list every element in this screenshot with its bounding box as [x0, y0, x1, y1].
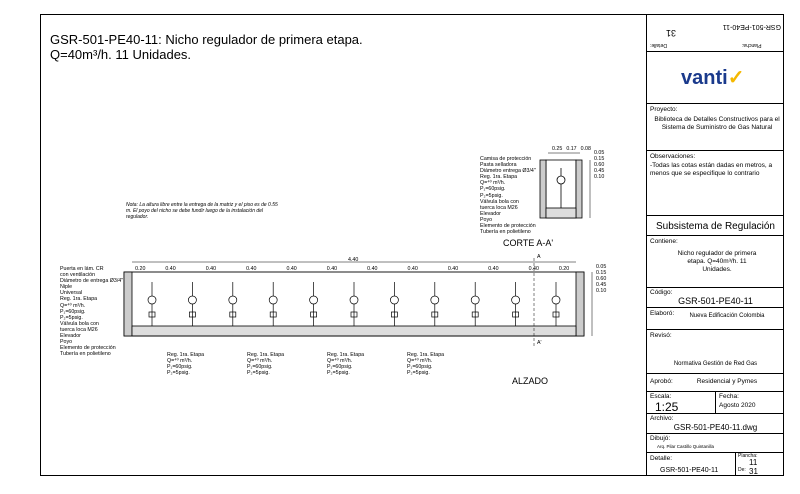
aprobo-label: Aprobó:	[650, 378, 673, 385]
tb-proyecto	[647, 104, 784, 151]
section-label-9: Elevador	[480, 210, 501, 217]
section-label-12: Tubería en polietileno	[480, 229, 531, 236]
elevation-spacing-2: 0.40	[205, 266, 217, 272]
section-caption: CORTE A-A'	[503, 238, 554, 248]
section-dim-right-3: 0.45	[594, 168, 605, 175]
regulator-2	[229, 282, 237, 326]
section-label-6: P₂=5psig.	[480, 192, 503, 199]
elevation-spacing-0: 0.20	[135, 266, 146, 272]
archivo-label: Archivo:	[650, 415, 674, 422]
elevation-total-width: 4.40	[348, 257, 359, 263]
elevation-label-12: Poyo	[60, 339, 73, 346]
elevation-dim-right-labels	[596, 264, 606, 294]
section-regulator	[557, 176, 565, 184]
reg-callout-1: Reg. 1ra. Etapa Q=⁴⁰ m³/h. P₁=60psig. P₂=5psig.	[247, 352, 285, 377]
section-dim-right-labels	[594, 150, 604, 180]
section-dim-top-1: 0.17	[566, 146, 577, 152]
section-label-1: Pasta selladora	[480, 162, 517, 169]
regulator-9	[512, 282, 520, 326]
section-wall-right	[576, 160, 582, 218]
obs-label: Observaciones:	[650, 153, 696, 160]
elevation-label-1: con ventilación	[60, 272, 96, 279]
tb-dibujo	[647, 434, 784, 453]
escala-divider	[715, 392, 716, 414]
tb-contiene	[647, 236, 784, 288]
section-label-0: Camisa de protección	[480, 156, 532, 162]
detalle-divider	[735, 453, 736, 476]
elevation-spacing-6: 0.40	[367, 266, 378, 272]
elevation-spacing-8: 0.40	[447, 266, 459, 272]
elaboro-label: Elaboró:	[650, 310, 675, 317]
elevation-spacing-3: 0.40	[246, 266, 257, 272]
archivo-value: GSR-501-PE40-11.dwg	[673, 423, 758, 432]
codigo-value: GSR-501-PE40-11	[678, 296, 753, 306]
section-dim-top-labels	[552, 146, 595, 152]
section-label-4: Q=⁴⁰ m³/h.	[480, 180, 506, 187]
section-label-3: Reg. 1ra. Etapa	[480, 174, 518, 181]
regulator-8	[471, 282, 479, 326]
aprobo-value: Residencial y Pymes	[696, 378, 758, 385]
de-label: De:	[738, 467, 746, 473]
tb-aprobo	[647, 374, 784, 392]
escala-value: 1:25	[655, 400, 679, 414]
tb-codigo	[647, 288, 784, 308]
logo-text: vanti	[681, 67, 728, 89]
elevation-wall-right	[576, 272, 584, 336]
section-label-5: P₁=60psig.	[480, 186, 506, 193]
elevation-spacing-1: 0.40	[165, 266, 176, 272]
contiene-value: Nicho regulador de primera etapa. Q=40m³/h. 11 Unidades.	[677, 250, 757, 273]
elevation-spacing-7: 0.40	[407, 266, 418, 272]
section-dim-top-2: 0.08	[580, 146, 591, 152]
elevation-label-13: Elemento de protección	[60, 345, 116, 352]
section-label-10: Poyo	[480, 216, 493, 223]
regulator-10	[552, 282, 560, 326]
elevation-spacing-11: 0.20	[558, 266, 570, 272]
elevation-spacing-10: 0.40	[528, 266, 539, 272]
elevation-spacing-9: 0.40	[488, 266, 499, 272]
section-mark-bottom: A'	[537, 340, 542, 346]
regulator-7	[431, 282, 439, 326]
tb-archivo	[647, 414, 784, 434]
elevation-dim-right-1: 0.15	[596, 270, 607, 277]
detalle-label: Detalle:	[650, 455, 673, 462]
plancha-value: 11	[749, 458, 758, 467]
elevation-label-11: Elevador	[60, 333, 81, 340]
section-label-8: tuerca loca M26	[480, 204, 518, 211]
section-view	[540, 153, 590, 218]
detalle-value: GSR-501-PE40-11	[660, 467, 719, 474]
regulator-1	[188, 282, 196, 326]
rot-detalle-value: GSR-501-PE40-11	[722, 23, 781, 30]
section-wall-left	[540, 160, 546, 218]
tb-subsistema	[647, 216, 784, 236]
section-dim-right-1: 0.15	[594, 156, 605, 163]
section-dim-top-0: 0.25	[552, 146, 563, 152]
rot-plancha-value: 31	[665, 28, 676, 38]
regulator-4	[310, 282, 318, 326]
rot-detalle-label: Detalle:	[650, 42, 667, 48]
title-line1: GSR-501-PE40-11: Nicho regulador de primera etapa.	[50, 32, 363, 47]
tb-escala-fecha	[647, 392, 784, 414]
tb-logo-cell	[647, 52, 784, 104]
subsistema-value: Subsistema de Regulación	[656, 221, 775, 232]
elevation-label-6: Q=⁴⁰ m³/h.	[60, 302, 86, 309]
title-block	[646, 15, 784, 476]
section-labels	[480, 156, 536, 235]
tb-reviso	[647, 330, 784, 374]
elaboro-value: Nueva Edificación Colombia	[689, 313, 765, 319]
reg-callout-3: Reg. 1ra. Etapa Q=⁴⁰ m³/h. P₁=60psig. P₂=5psig.	[407, 352, 445, 377]
regulator-6	[390, 282, 398, 326]
elevation-caption: ALZADO	[512, 376, 549, 386]
fecha-label: Fecha:	[719, 393, 739, 400]
escala-label: Escala:	[650, 393, 672, 400]
section-mark-top: A	[537, 254, 541, 260]
obs-value: -Todas las cotas están dadas en metros, a menos que se especifique lo contrario	[650, 162, 773, 177]
logo-check-icon: ✓	[727, 67, 745, 89]
elevation-dim-right-4: 0.10	[596, 288, 607, 295]
elevation-dim-right-2: 0.60	[596, 276, 607, 283]
elevation-spacing-4: 0.40	[286, 266, 297, 272]
tb-elaboro	[647, 308, 784, 330]
section-poyo	[546, 208, 576, 218]
section-label-7: Válvula bola con	[480, 198, 519, 205]
section-dim-right-4: 0.10	[594, 174, 605, 181]
reg-callout-0: Reg. 1ra. Etapa Q=⁴⁰ m³/h. P₁=60psig. P₂=5psig.	[167, 352, 205, 377]
rot-plancha-label: Plancha:	[742, 42, 762, 48]
proyecto-label: Proyecto:	[650, 106, 678, 113]
tb-top-rotated	[647, 15, 784, 52]
elevation-label-14: Tubería en polietileno	[60, 351, 111, 358]
elevation-label-3: Niple	[60, 284, 73, 291]
contiene-label: Contiene:	[650, 238, 678, 245]
elevation-label-4: Universal	[60, 290, 83, 297]
title-line2: Q=40m³/h. 11 Unidades.	[50, 47, 192, 62]
dibujo-value: Arq. Pilar Castillo Quintanilla	[657, 444, 715, 449]
tb-detalle	[647, 453, 784, 476]
section-dim-right-2: 0.60	[594, 162, 605, 169]
elevation-label-8: P₂=5psig.	[60, 314, 83, 321]
fecha-value: Agosto 2020	[719, 402, 756, 409]
regulator-3	[269, 282, 277, 326]
elevation-wall-left	[124, 272, 132, 336]
vanti-logo	[681, 65, 744, 90]
section-dim-right-0: 0.05	[594, 150, 605, 156]
proyecto-value: Biblioteca de Detalles Constructivos para el Sistema de Suministro de Gas Natural	[654, 116, 780, 131]
tb-observaciones	[647, 151, 784, 216]
note-text: Nota: La altura libre entre la entrega de la matriz y el piso es de 0.55 m. El poyo del nicho se debe fundir luego de la instalación del regulador.	[126, 202, 278, 220]
codigo-label: Código:	[650, 289, 673, 296]
elevation-dim-right-0: 0.05	[596, 264, 607, 270]
section-label-11: Elemento de protección	[480, 223, 536, 230]
elevation-label-7: P₁=60psig.	[60, 308, 86, 315]
tb-rotated-content	[647, 15, 784, 52]
elevation-label-9: Válvula bola con	[60, 320, 99, 327]
elevation-label-0: Puerta en lám. CR	[60, 266, 104, 272]
elevation-dim-right-3: 0.45	[596, 282, 607, 289]
elevation-labels	[60, 266, 123, 357]
elevation-poyo	[132, 326, 576, 336]
elevation-label-10: tuerca loca M26	[60, 326, 98, 333]
dibujo-label: Dibujó:	[650, 435, 671, 442]
elevation-spacing-5: 0.40	[326, 266, 338, 272]
regulator-5	[350, 282, 358, 326]
elevation-label-5: Reg. 1ra. Etapa	[60, 296, 98, 303]
plancha-label: Plancha:	[738, 453, 758, 459]
section-label-2: Diámetro entrega Ø3/4"	[480, 168, 536, 175]
reviso-value: Normativa Gestión de Red Gas	[673, 361, 758, 367]
regulators-group	[148, 282, 560, 326]
reg-callout-2: Reg. 1ra. Etapa Q=⁴⁰ m³/h. P₁=60psig. P₂=5psig.	[327, 352, 365, 377]
elevation-label-2: Diámetro de entrega Ø3/4"	[60, 278, 124, 285]
de-value: 31	[749, 467, 758, 476]
regulator-0	[148, 282, 156, 326]
reviso-label: Revisó:	[650, 332, 672, 339]
